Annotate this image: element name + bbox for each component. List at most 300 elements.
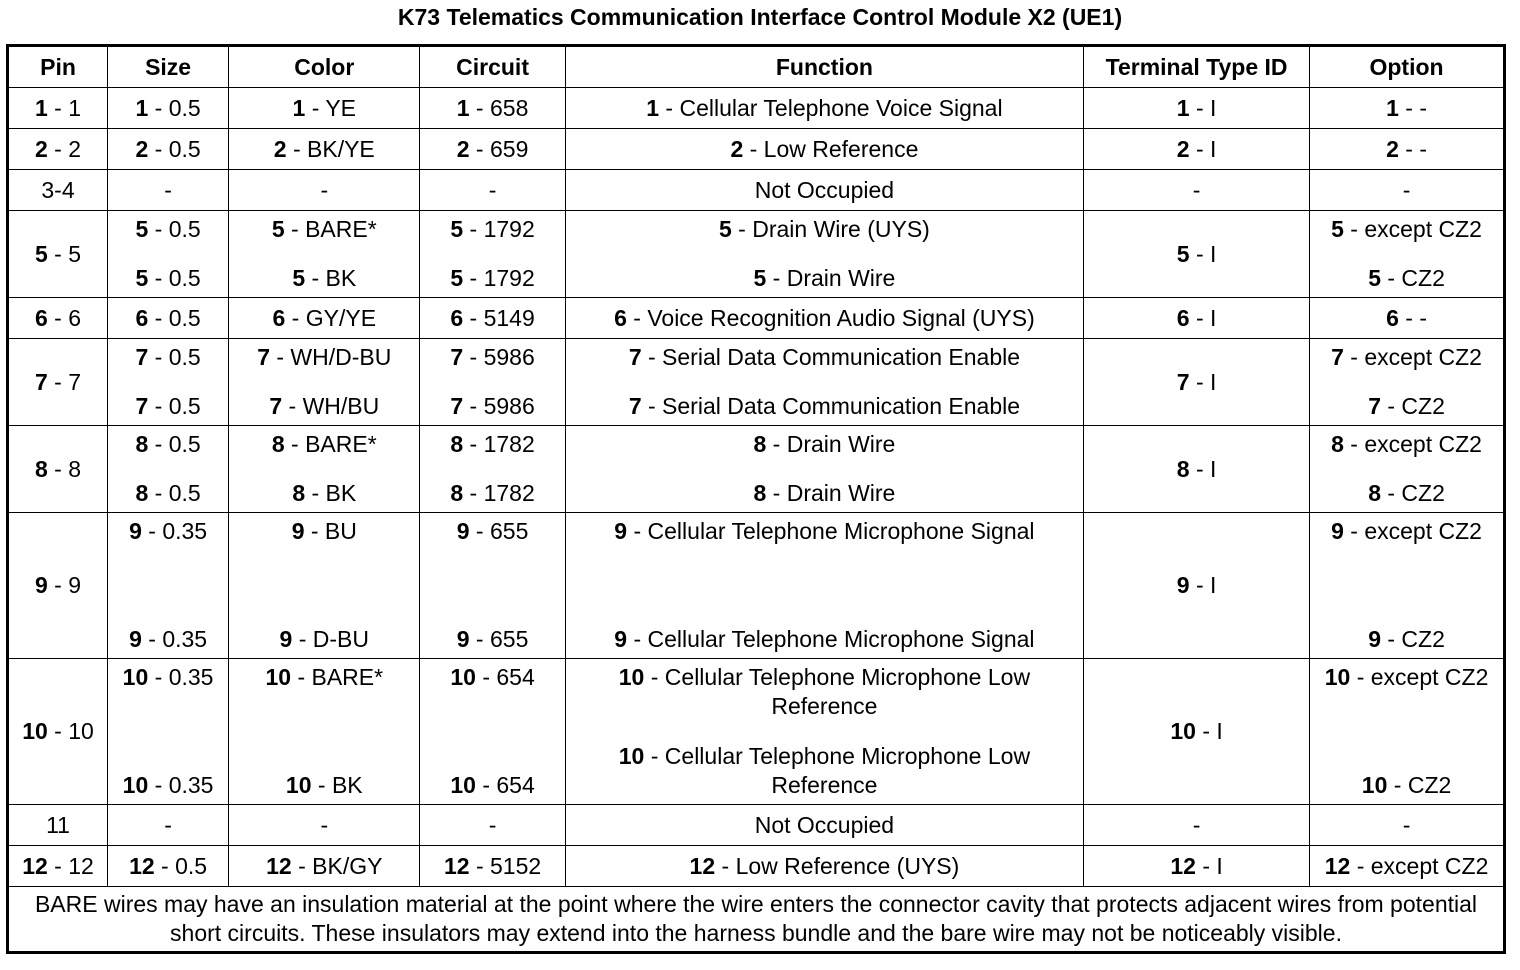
size-cell <box>108 129 229 170</box>
table-row <box>8 426 1505 513</box>
circuit-value-number: 7 <box>450 344 464 370</box>
size-value-text: - 0.5 <box>148 480 201 506</box>
color-value-text: - BARE* <box>284 431 377 457</box>
pin-cell <box>8 659 108 805</box>
terminal-type-cell-value-number: 9 <box>1176 572 1190 598</box>
table-row <box>8 88 1505 129</box>
circuit-stack <box>424 339 560 425</box>
size-value <box>112 517 224 546</box>
color-value-text: - BK <box>305 480 357 506</box>
circuit-cell <box>420 129 565 170</box>
size-value <box>112 304 224 333</box>
circuit-value <box>424 663 560 692</box>
color-value <box>233 176 415 205</box>
size-value-text: - 0.5 <box>148 393 201 419</box>
function-cell <box>565 805 1083 846</box>
color-value-number: 8 <box>292 480 306 506</box>
option-cell <box>1310 211 1505 298</box>
function-cell <box>565 659 1083 805</box>
size-value <box>112 852 224 881</box>
circuit-value-number: 8 <box>450 431 464 457</box>
function-value-number: 7 <box>628 344 642 370</box>
option-value <box>1314 135 1499 164</box>
color-value-text: - <box>320 176 329 203</box>
option-value <box>1314 625 1499 654</box>
circuit-cell <box>420 426 565 513</box>
pin-cell <box>8 339 108 426</box>
color-value-text: - YE <box>305 94 357 121</box>
pin-cell-value <box>13 811 103 840</box>
circuit-value-text: - 654 <box>475 664 535 690</box>
option-value-text: - except CZ2 <box>1343 344 1482 370</box>
pin-cell-value-number: 12 <box>22 852 48 879</box>
function-value-number: 9 <box>614 626 628 652</box>
circuit-value <box>424 343 560 372</box>
color-value <box>233 430 415 459</box>
terminal-type-cell-value <box>1088 852 1305 881</box>
color-value <box>233 811 415 840</box>
size-value-text: - 0.5 <box>148 304 201 331</box>
option-value <box>1314 771 1499 800</box>
function-value-text: - Cellular Telephone Microphone Signal <box>627 518 1035 544</box>
pin-cell-value <box>13 240 103 269</box>
terminal-type-cell-value-text: - <box>1192 176 1201 203</box>
option-value <box>1314 176 1499 205</box>
circuit-cell <box>420 805 565 846</box>
size-value <box>112 663 224 692</box>
circuit-value-number: 12 <box>443 852 470 879</box>
size-value <box>112 264 224 293</box>
color-value <box>233 304 415 333</box>
circuit-value <box>424 811 560 840</box>
function-value-number: 9 <box>614 518 628 544</box>
terminal-type-cell-value <box>1088 717 1305 746</box>
option-value-text: - CZ2 <box>1380 393 1445 419</box>
option-value <box>1314 663 1499 692</box>
pin-cell-value <box>13 368 103 397</box>
function-value <box>570 852 1079 881</box>
size-stack <box>112 659 224 804</box>
color-value-text: - WH/D-BU <box>269 344 392 370</box>
terminal-type-cell-value-text: - I <box>1189 572 1217 598</box>
function-value-text: - Serial Data Communication Enable <box>641 344 1021 370</box>
pin-cell-value-text: 3-4 <box>41 176 75 203</box>
color-cell <box>229 298 420 339</box>
color-value-text: - BU <box>304 518 357 544</box>
color-stack <box>233 659 415 804</box>
header-color: Color <box>229 46 420 88</box>
table-row <box>8 298 1505 339</box>
option-value-text: - except CZ2 <box>1343 431 1482 457</box>
size-value-text: - 0.35 <box>141 626 208 652</box>
size-value-number: 10 <box>122 772 149 798</box>
size-value <box>112 625 224 654</box>
note-row <box>8 887 1505 953</box>
terminal-type-cell-value <box>1088 811 1305 840</box>
circuit-cell <box>420 846 565 887</box>
table-row <box>8 170 1505 211</box>
option-cell <box>1310 805 1505 846</box>
terminal-type-cell-value-number: 10 <box>1170 718 1196 744</box>
pin-cell-value-text: - 1 <box>47 94 82 121</box>
size-cell <box>108 659 229 805</box>
option-value-number: 7 <box>1331 344 1344 370</box>
function-value <box>570 517 1079 546</box>
size-value <box>112 430 224 459</box>
option-value-text: - - <box>1398 135 1427 162</box>
function-value <box>570 176 1079 205</box>
size-value-text: - 0.5 <box>148 265 201 291</box>
terminal-type-cell-value-text: - I <box>1195 718 1223 744</box>
color-value-text: - WH/BU <box>282 393 380 419</box>
terminal-type-cell <box>1084 170 1310 211</box>
terminal-type-cell-value <box>1088 240 1305 269</box>
circuit-value-number: 1 <box>456 94 470 121</box>
pin-cell-value-text: - 6 <box>47 304 82 331</box>
function-value-text: Not Occupied <box>754 811 895 838</box>
function-cell <box>565 846 1083 887</box>
terminal-type-cell-value-text: - <box>1192 811 1201 838</box>
color-cell <box>229 211 420 298</box>
pin-cell-value-number: 8 <box>34 455 48 482</box>
function-value-text: - Drain Wire <box>766 431 896 457</box>
circuit-value-number: 7 <box>450 393 464 419</box>
color-cell <box>229 846 420 887</box>
color-value-number: 10 <box>285 772 312 798</box>
circuit-value <box>424 94 560 123</box>
function-value-text: - Drain Wire (UYS) <box>731 216 930 242</box>
size-value-text: - 0.5 <box>148 135 201 162</box>
option-value-number: 7 <box>1368 393 1381 419</box>
function-value <box>570 94 1079 123</box>
size-cell <box>108 88 229 129</box>
color-value <box>233 94 415 123</box>
terminal-type-cell-value <box>1088 455 1305 484</box>
pin-cell-value-text: - 8 <box>47 455 82 482</box>
option-value <box>1314 215 1499 244</box>
function-value <box>570 343 1079 372</box>
size-cell <box>108 339 229 426</box>
option-value <box>1314 343 1499 372</box>
pin-cell <box>8 88 108 129</box>
pin-cell-value-number: 7 <box>34 368 48 395</box>
pin-cell-value <box>13 717 103 746</box>
function-stack <box>570 339 1079 425</box>
option-value-text: - CZ2 <box>1380 480 1445 506</box>
option-value-text: - CZ2 <box>1380 626 1445 652</box>
color-stack <box>233 426 415 512</box>
terminal-type-cell-value-number: 8 <box>1176 455 1190 482</box>
function-value-number: 8 <box>753 431 767 457</box>
terminal-type-cell-value-text: - I <box>1189 455 1217 482</box>
circuit-value <box>424 479 560 508</box>
circuit-value-number: 5 <box>450 216 464 242</box>
pin-cell-value-number: 10 <box>22 718 48 744</box>
circuit-value-text: - <box>488 176 497 203</box>
size-value <box>112 811 224 840</box>
option-value-number: 2 <box>1386 135 1399 162</box>
size-value-number: 10 <box>122 664 149 690</box>
size-value <box>112 135 224 164</box>
option-cell <box>1310 88 1505 129</box>
pin-cell <box>8 426 108 513</box>
pin-cell-value-text: - 12 <box>47 852 94 879</box>
color-value <box>233 771 415 800</box>
pin-cell-value <box>13 304 103 333</box>
circuit-value-text: - 5152 <box>469 852 542 879</box>
pin-cell <box>8 846 108 887</box>
option-stack <box>1314 513 1499 658</box>
pin-cell-value <box>13 135 103 164</box>
color-value <box>233 852 415 881</box>
color-value-number: 12 <box>266 852 292 879</box>
function-cell <box>565 426 1083 513</box>
size-value-text: - 0.5 <box>148 344 201 370</box>
function-value-text: - Cellular Telephone Microphone Low Reference <box>644 743 1031 798</box>
pin-cell-value-number: 1 <box>34 94 48 121</box>
size-value-number: 8 <box>135 431 149 457</box>
option-value <box>1314 479 1499 508</box>
terminal-type-cell <box>1084 513 1310 659</box>
circuit-value-text: - 658 <box>469 94 529 121</box>
option-value-text: - CZ2 <box>1380 265 1445 291</box>
terminal-type-cell <box>1084 211 1310 298</box>
terminal-type-cell-value-number: 7 <box>1176 368 1190 395</box>
size-value-number: 8 <box>135 480 149 506</box>
option-cell <box>1310 298 1505 339</box>
function-value <box>570 264 1079 293</box>
option-cell <box>1310 170 1505 211</box>
terminal-type-cell-value-text: - I <box>1195 852 1223 879</box>
circuit-value <box>424 625 560 654</box>
option-value-text: - except CZ2 <box>1350 852 1489 879</box>
page-title: K73 Telematics Communication Interface Control Module X2 (UE1) <box>397 4 1123 30</box>
pin-cell <box>8 513 108 659</box>
size-value-text: - <box>164 811 172 838</box>
size-value-text: - 0.35 <box>148 664 214 690</box>
terminal-type-cell <box>1084 129 1310 170</box>
function-value <box>570 215 1079 244</box>
option-value-text: - except CZ2 <box>1343 216 1482 242</box>
color-value-number: 1 <box>292 94 306 121</box>
table-row <box>8 513 1505 659</box>
option-value-number: 9 <box>1331 518 1344 544</box>
function-value-text: - Low Reference (UYS) <box>715 852 960 879</box>
terminal-type-cell-value-text: - I <box>1189 94 1217 121</box>
size-cell <box>108 805 229 846</box>
color-value <box>233 517 415 546</box>
function-value <box>570 811 1079 840</box>
table-row <box>8 339 1505 426</box>
pin-cell-value-number: 9 <box>34 572 48 598</box>
terminal-type-cell-value <box>1088 571 1305 600</box>
function-value-number: 7 <box>628 393 642 419</box>
header-circuit: Circuit <box>420 46 565 88</box>
size-value <box>112 343 224 372</box>
terminal-type-cell-value-text: - I <box>1189 240 1217 267</box>
pin-cell-value <box>13 94 103 123</box>
option-value-text: - except CZ2 <box>1343 518 1482 544</box>
option-value-text: - <box>1402 176 1411 203</box>
circuit-value-number: 6 <box>450 304 464 331</box>
circuit-value <box>424 176 560 205</box>
color-stack <box>233 339 415 425</box>
circuit-value-number: 9 <box>456 626 470 652</box>
size-value <box>112 392 224 421</box>
size-stack <box>112 426 224 512</box>
function-value <box>570 479 1079 508</box>
size-cell <box>108 170 229 211</box>
option-value <box>1314 264 1499 293</box>
color-value-number: 5 <box>271 216 285 242</box>
function-value <box>570 430 1079 459</box>
color-value <box>233 479 415 508</box>
color-value-number: 9 <box>291 518 305 544</box>
option-value-text: - - <box>1398 94 1427 121</box>
circuit-value-text: - 655 <box>469 626 529 652</box>
color-value-number: 10 <box>265 664 292 690</box>
circuit-value <box>424 517 560 546</box>
option-value <box>1314 517 1499 546</box>
pin-cell-value-number: 2 <box>34 135 48 162</box>
size-value-number: 7 <box>135 393 149 419</box>
option-cell <box>1310 659 1505 805</box>
circuit-value-number: 10 <box>450 664 476 690</box>
color-cell <box>229 129 420 170</box>
function-value <box>570 135 1079 164</box>
size-value <box>112 215 224 244</box>
function-stack <box>570 513 1079 658</box>
size-value-text: - 0.5 <box>148 431 201 457</box>
table-row <box>8 846 1505 887</box>
table-row <box>8 805 1505 846</box>
pin-cell <box>8 805 108 846</box>
circuit-stack <box>424 659 560 804</box>
function-value-text: - Serial Data Communication Enable <box>641 393 1021 419</box>
circuit-value-text: - 1792 <box>463 265 535 291</box>
size-value-number: 9 <box>129 518 142 544</box>
size-value-text: - 0.35 <box>148 772 214 798</box>
option-value-number: 9 <box>1368 626 1381 652</box>
option-value-text: - CZ2 <box>1387 772 1452 798</box>
size-value-text: - 0.5 <box>154 852 208 879</box>
function-value-text: Not Occupied <box>754 176 895 203</box>
circuit-cell <box>420 339 565 426</box>
color-value-text: - BARE* <box>284 216 377 242</box>
option-stack <box>1314 659 1499 804</box>
header-size: Size <box>108 46 229 88</box>
option-value-text: - - <box>1398 304 1427 331</box>
function-cell <box>565 129 1083 170</box>
circuit-value-text: - 659 <box>469 135 529 162</box>
function-value-number: 5 <box>753 265 767 291</box>
circuit-stack <box>424 211 560 297</box>
size-cell <box>108 211 229 298</box>
circuit-value-text: - 5149 <box>463 304 535 331</box>
color-value <box>233 392 415 421</box>
color-value-text: - BK/GY <box>291 852 383 879</box>
pin-cell-value-text: - 7 <box>47 368 82 395</box>
pin-cell-value-text: 11 <box>46 811 70 838</box>
terminal-type-cell <box>1084 659 1310 805</box>
pin-cell-value-number: 5 <box>34 240 48 267</box>
option-value-number: 10 <box>1324 664 1351 690</box>
terminal-type-cell-value-text: - I <box>1189 135 1217 162</box>
pin-cell-value-text: - 2 <box>47 135 82 162</box>
terminal-type-cell-value-text: - I <box>1189 304 1217 331</box>
function-cell <box>565 298 1083 339</box>
color-value-number: 5 <box>292 265 306 291</box>
terminal-type-cell-value-number: 6 <box>1176 304 1190 331</box>
option-stack <box>1314 339 1499 425</box>
color-value <box>233 663 415 692</box>
size-value <box>112 176 224 205</box>
color-stack <box>233 211 415 297</box>
option-cell <box>1310 339 1505 426</box>
option-value-number: 5 <box>1331 216 1344 242</box>
circuit-value-number: 5 <box>450 265 464 291</box>
option-cell <box>1310 426 1505 513</box>
size-value-text: - <box>164 176 172 203</box>
circuit-stack <box>424 513 560 658</box>
color-value-text: - BK <box>305 265 357 291</box>
terminal-type-cell <box>1084 339 1310 426</box>
terminal-type-cell-value <box>1088 176 1305 205</box>
size-cell <box>108 846 229 887</box>
function-value-text: - Voice Recognition Audio Signal (UYS) <box>626 304 1035 331</box>
pin-cell <box>8 298 108 339</box>
option-value-text: - <box>1402 811 1411 838</box>
option-value <box>1314 430 1499 459</box>
function-value-text: - Cellular Telephone Microphone Signal <box>627 626 1035 652</box>
option-value <box>1314 392 1499 421</box>
circuit-value <box>424 135 560 164</box>
option-cell <box>1310 129 1505 170</box>
header-terminal-type-id: Terminal Type ID <box>1084 46 1310 88</box>
color-value <box>233 135 415 164</box>
pin-cell-value-text: - 5 <box>47 240 82 267</box>
option-value-number: 6 <box>1386 304 1399 331</box>
function-value-number: 2 <box>730 135 744 162</box>
size-value-number: 2 <box>135 135 149 162</box>
header-pin: Pin <box>8 46 108 88</box>
size-value-number: 1 <box>135 94 149 121</box>
function-value <box>570 625 1079 654</box>
pin-cell-value <box>13 571 103 600</box>
color-value-number: 2 <box>273 135 287 162</box>
size-cell <box>108 426 229 513</box>
terminal-type-cell-value-text: - I <box>1189 368 1217 395</box>
color-value-text: - D-BU <box>292 626 370 652</box>
color-value <box>233 343 415 372</box>
table-row <box>8 211 1505 298</box>
size-value-text: - 0.5 <box>148 94 201 121</box>
circuit-value <box>424 264 560 293</box>
circuit-value <box>424 215 560 244</box>
table-row <box>8 659 1505 805</box>
terminal-type-cell <box>1084 298 1310 339</box>
size-stack <box>112 211 224 297</box>
pin-cell <box>8 211 108 298</box>
option-value <box>1314 94 1499 123</box>
circuit-cell <box>420 298 565 339</box>
circuit-value-text: - 1782 <box>463 480 535 506</box>
function-cell <box>565 88 1083 129</box>
pin-cell <box>8 129 108 170</box>
option-value-text: - except CZ2 <box>1350 664 1489 690</box>
size-value-text: - 0.35 <box>141 518 208 544</box>
circuit-value <box>424 304 560 333</box>
